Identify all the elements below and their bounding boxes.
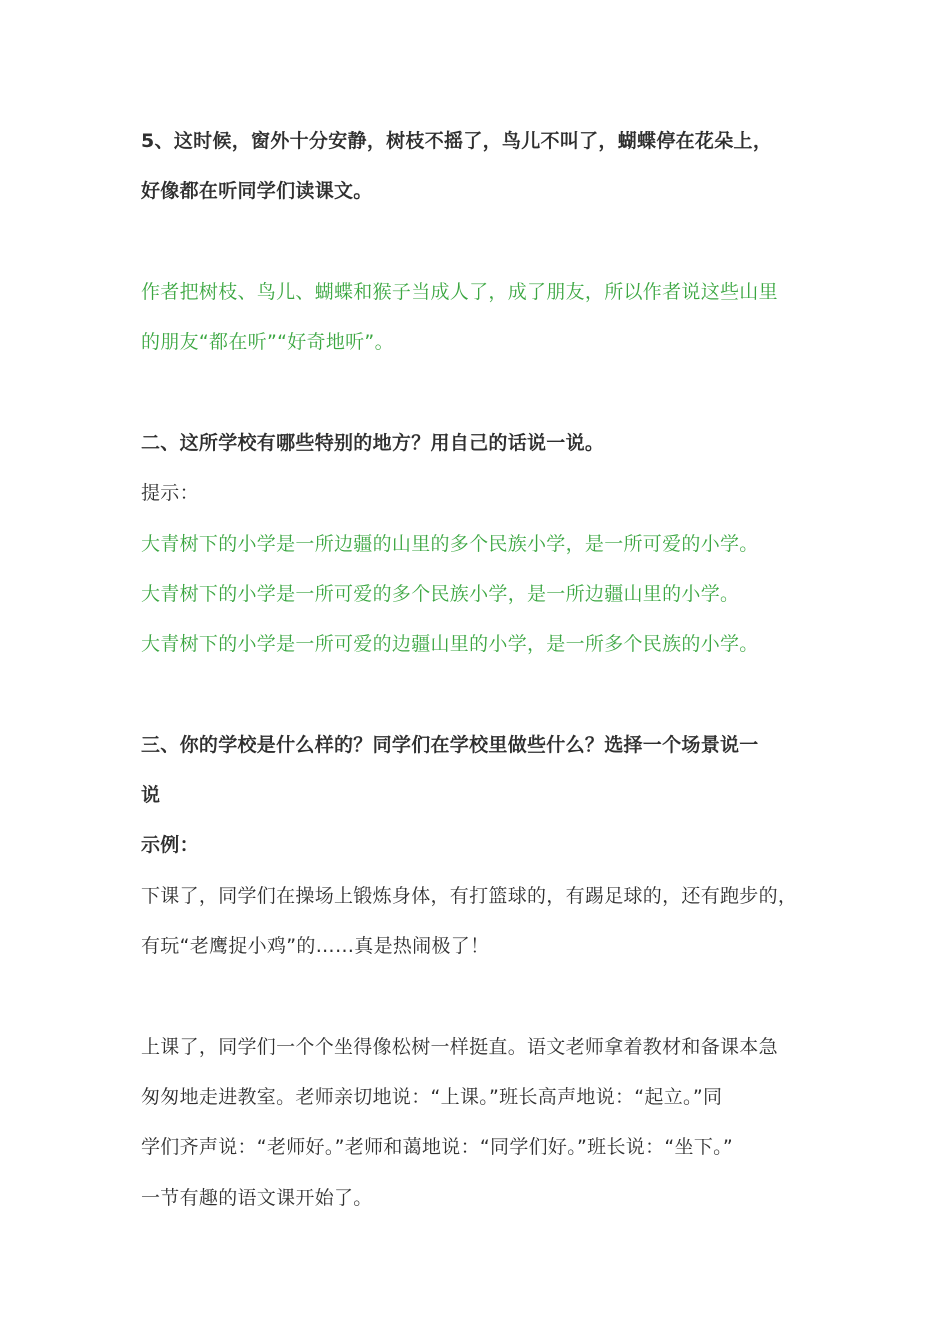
question-2-answer-1: 大青树下的小学是一所边疆的山里的多个民族小学，是一所可爱的小学。 (141, 533, 759, 555)
question-2-answer-3: 大青树下的小学是一所可爱的边疆山里的小学，是一所多个民族的小学。 (141, 633, 759, 655)
question-2-answer-2: 大青树下的小学是一所可爱的多个民族小学，是一所边疆山里的小学。 (141, 583, 740, 605)
example-1-line-2: 有玩“老鹰捉小鸡”的……真是热闹极了！ (141, 935, 490, 957)
item5-text-line-2: 好像都在听同学们读课文。 (141, 180, 373, 202)
item5-answer-line-1: 作者把树枝、鸟儿、蝴蝶和猴子当成人了，成了朋友，所以作者说这些山里 (141, 281, 778, 303)
example-2-line-4: 一节有趣的语文课开始了。 (141, 1187, 373, 1209)
question-3-example-label: 示例： (141, 834, 199, 856)
example-2-line-3: 学们齐声说：“老师好。”老师和蔼地说：“同学们好。”班长说：“坐下。” (141, 1136, 734, 1158)
example-2-line-2: 匆匆地走进教室。老师亲切地说：“上课。”班长高声地说：“起立。”同 (141, 1086, 723, 1108)
question-3-heading-line-2: 说 (141, 784, 161, 806)
example-1-line-1: 下课了，同学们在操场上锻炼身体，有打篮球的，有踢足球的，还有跑步的， (141, 885, 798, 907)
example-2-line-1: 上课了，同学们一个个坐得像松树一样挺直。语文老师拿着教材和备课本急 (141, 1036, 778, 1058)
item5-answer-line-2: 的朋友“都在听”“好奇地听”。 (141, 331, 394, 353)
question-2-hint-label: 提示： (141, 482, 199, 504)
question-3-heading-line-1: 三、你的学校是什么样的？同学们在学校里做些什么？选择一个场景说一 (141, 734, 759, 756)
question-2-heading: 二、这所学校有哪些特别的地方？用自己的话说一说。 (141, 432, 605, 454)
item5-text-line-1: 5、这时候，窗外十分安静，树枝不摇了，鸟儿不叫了，蝴蝶停在花朵上， (141, 130, 773, 152)
